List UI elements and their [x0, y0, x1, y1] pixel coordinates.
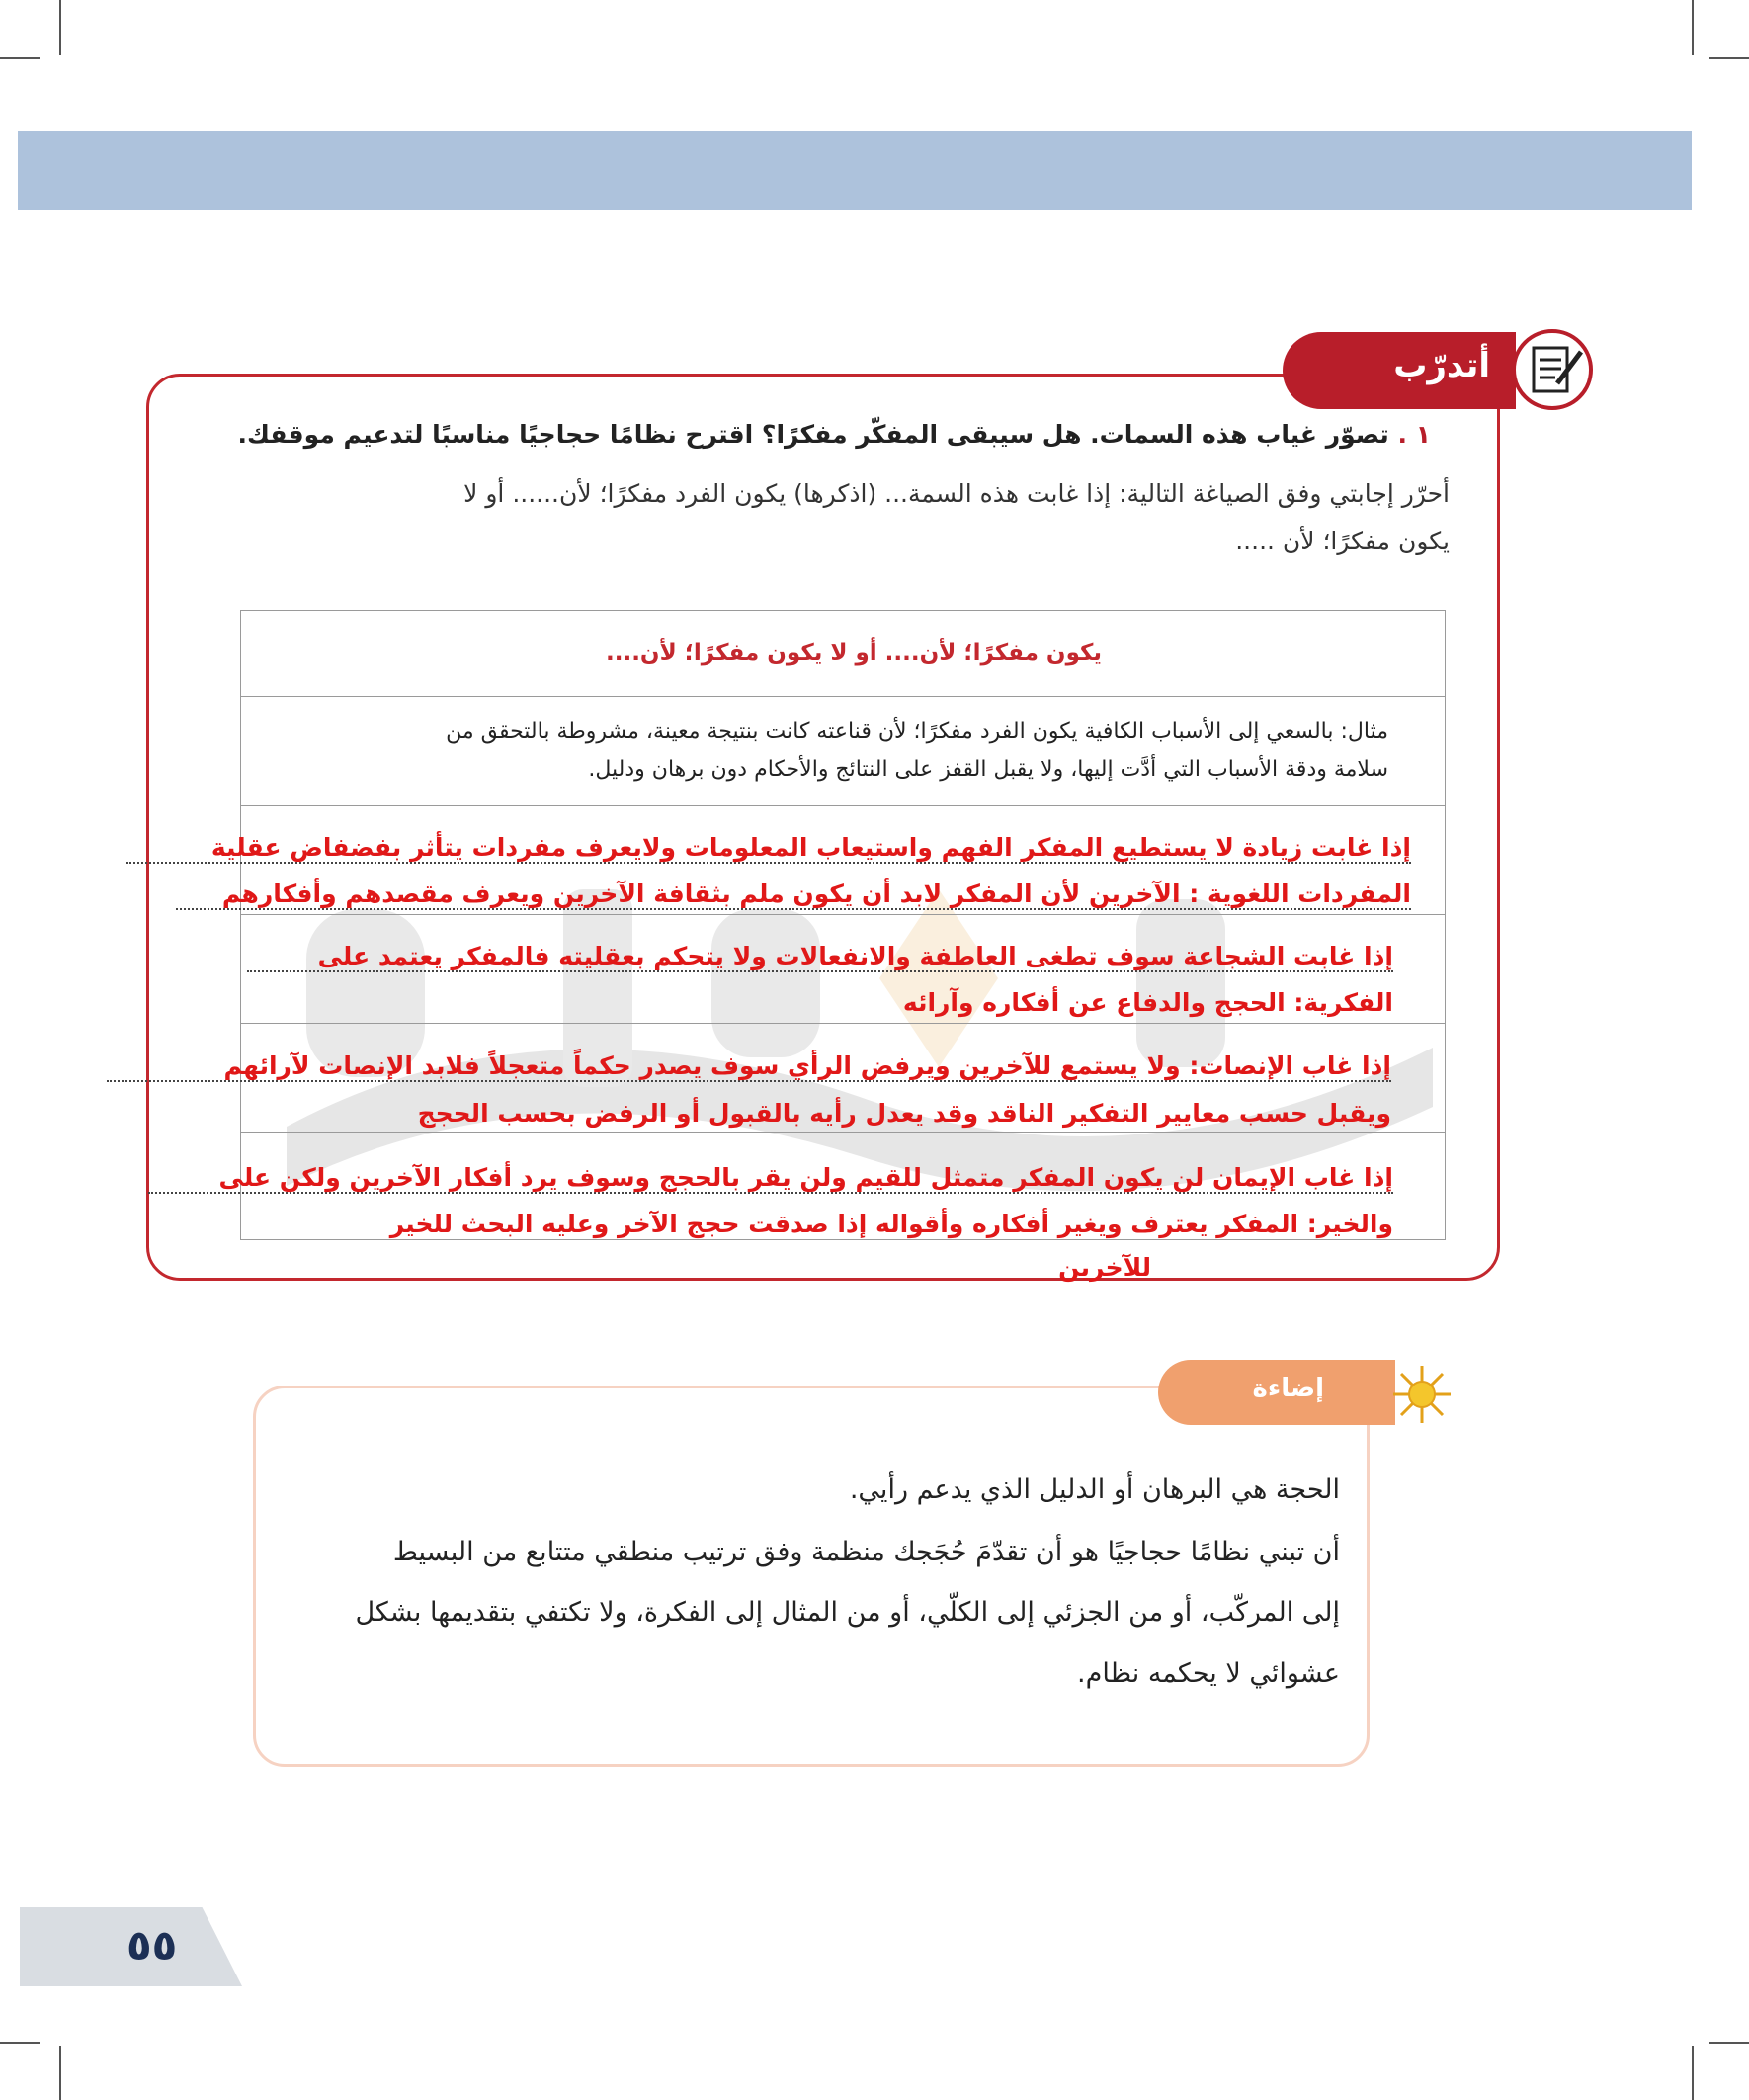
table-header: يكون مفكرًا؛ لأن.... أو لا يكون مفكرًا؛ لأن.... — [605, 640, 1102, 666]
illumination-line: إلى المركّب، أو من الجزئي إلى الكلّي، أو من المثال إلى الفكرة، ولا تكتفي بتقديمها بشكل — [355, 1597, 1340, 1628]
table-divider — [240, 1132, 1446, 1133]
instruction-line: أحرّر إجابتي وفق الصياغة التالية: إذا غابت هذه السمة... (اذكرها) يكون الفرد مفكرًا؛ لأن...... أو لا — [463, 479, 1450, 508]
answer-line: الفكرية: الحجج والدفاع عن أفكاره وآرائه — [902, 988, 1393, 1017]
practice-title: أتدرّب — [1393, 346, 1490, 385]
crop-mark — [59, 0, 61, 55]
table-divider — [240, 914, 1446, 915]
answer-line: المفردات اللغوية : الآخرين لأن المفكر لابد أن يكون ملم بثقافة الآخرين ويعرف مقصدهم وأفكارهم — [176, 880, 1411, 910]
question-1 — [237, 415, 1431, 455]
answer-line: والخير: المفكر يعترف ويغير أفكاره وأقواله إذا صدقت حجج الآخر وعليه البحث للخير — [389, 1210, 1393, 1238]
header-band — [18, 131, 1692, 210]
crop-mark — [1709, 2042, 1749, 2044]
table-divider — [240, 1023, 1446, 1024]
illumination-line: عشوائي لا يحكمه نظام. — [1077, 1658, 1340, 1689]
answer-line: إذا غاب الإيمان لن يكون المفكر متمثل للقيم ولن يقر بالحجج وسوف يرد أفكار الآخرين ولكن على — [148, 1163, 1393, 1194]
answer-table — [240, 610, 1446, 1240]
crop-mark — [1692, 2046, 1694, 2100]
answer-line: ويقبل حسب معايير التفكير الناقد وقد يعدل رأيه بالقبول أو الرفض بحسب الحجج — [417, 1099, 1391, 1128]
question-number: ١ . — [1397, 420, 1431, 449]
answer-line: للآخرين — [1058, 1253, 1151, 1282]
sun-icon — [1391, 1364, 1453, 1425]
illumination-title: إضاءة — [1252, 1374, 1324, 1403]
answer-line: إذا غاب الإنصات: ولا يستمع للآخرين ويرفض الرأي سوف يصدر حكماً متعجلاً فلابد الإنصات لآرائهم — [107, 1051, 1391, 1082]
table-divider — [240, 696, 1446, 697]
illumination-line: الحجة هي البرهان أو الدليل الذي يدعم رأيي. — [849, 1474, 1340, 1505]
answer-line: إذا غابت الشجاعة سوف تطغى العاطفة والانفعالات ولا يتحكم بعقليته فالمفكر يعتمد على — [247, 942, 1393, 972]
question-instruction — [293, 474, 1450, 561]
illumination-line: أن تبني نظامًا حجاجيًا هو أن تقدّمَ حُجَجك منظمة وفق ترتيب منطقي متتابع من البسيط — [392, 1537, 1340, 1567]
page-number: ٥٥ — [126, 1921, 178, 1970]
table-divider — [240, 805, 1446, 806]
table-example — [341, 714, 1388, 789]
example-line: مثال: بالسعي إلى الأسباب الكافية يكون الفرد مفكرًا؛ لأن قناعته كانت بنتيجة معينة، مشروطة بالتحقق من — [446, 719, 1388, 744]
answer-line: إذا غابت زيادة لا يستطيع المفكر الفهم واستيعاب المعلومات ولايعرف مفردات يتأثر بفضفاض عقلية — [126, 833, 1411, 864]
example-line: سلامة ودقة الأسباب التي أدَّت إليها، ولا يقبل القفز على النتائج والأحكام دون برهان ودليل. — [588, 757, 1388, 782]
crop-mark — [59, 2046, 61, 2100]
crop-mark — [0, 57, 40, 59]
practice-tab — [1283, 332, 1516, 409]
illumination-tab — [1158, 1360, 1395, 1425]
instruction-line: يكون مفكرًا؛ لأن ..... — [1235, 527, 1450, 555]
crop-mark — [1692, 0, 1694, 55]
crop-mark — [1709, 57, 1749, 59]
question-text: تصوّر غياب هذه السمات. هل سيبقى المفكّر مفكرًا؟ اقترح نظامًا حجاجيًا مناسبًا لتدعيم موقفك. — [237, 420, 1389, 449]
notebook-pen-icon — [1528, 342, 1587, 397]
crop-mark — [0, 2042, 40, 2044]
